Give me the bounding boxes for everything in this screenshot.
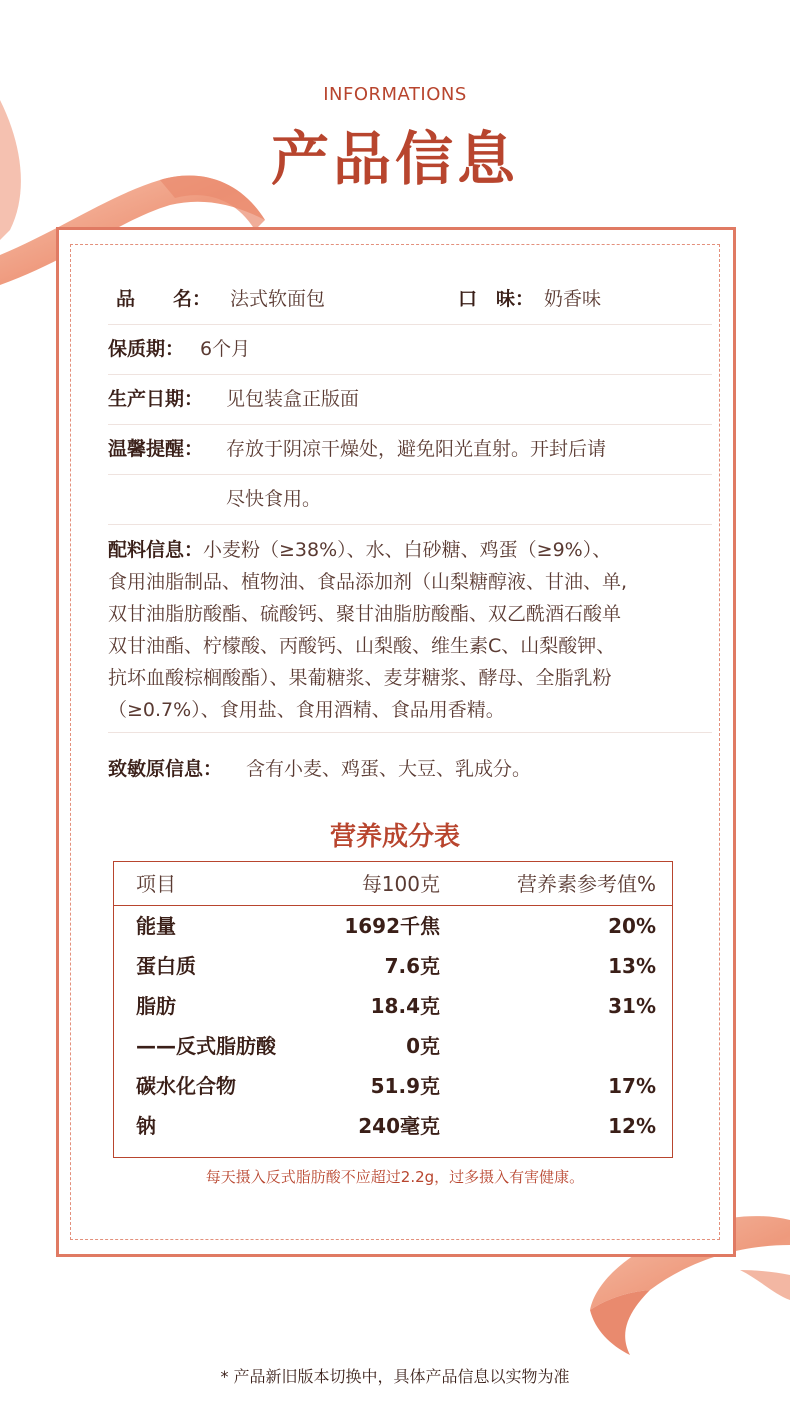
- name-value: 法式软面包: [230, 288, 326, 310]
- nutrient-name: 能量: [136, 914, 176, 938]
- nutrient-name: 碳水化合物: [136, 1074, 236, 1098]
- shelf-value: 6个月: [200, 338, 251, 360]
- table-row: [114, 906, 672, 946]
- nutrient-amount: 240毫克: [358, 1114, 440, 1138]
- table-row: [114, 1106, 672, 1146]
- table-row: [114, 986, 672, 1026]
- header-per-100g: 每100克: [361, 872, 440, 896]
- nutrient-amount: 7.6克: [384, 954, 440, 978]
- table-row: [114, 1026, 672, 1066]
- nutrient-amount: 1692千焦: [344, 914, 440, 938]
- ingredients-line-3: 双甘油脂肪酸酯、硫酸钙、聚甘油脂肪酸酯、双乙酰酒石酸单: [108, 603, 622, 625]
- ingredients-line-6: （≥0.7%）、食用盐、食用酒精、食品用香精。: [108, 699, 505, 721]
- ingredients-line-4: 双甘油酯、柠檬酸、丙酸钙、山梨酸、维生素C、山梨酸钾、: [108, 635, 616, 657]
- nutrient-amount: 18.4克: [370, 994, 440, 1018]
- nutrient-name: 钠: [136, 1114, 156, 1138]
- tip-value-line-1: 存放于阴凉干燥处，避免阳光直射。开封后请: [226, 438, 607, 460]
- nutrient-nrv: 12%: [608, 1114, 656, 1138]
- row-tip-2: [108, 482, 712, 525]
- row-ingredients: [108, 532, 712, 733]
- ingredients-text-1: 小麦粉（≥38%）、水、白砂糖、鸡蛋（≥9%）、: [203, 539, 612, 561]
- nutrient-name: 蛋白质: [136, 954, 196, 978]
- nutrient-nrv: 31%: [608, 994, 656, 1018]
- ingredients-line-5: 抗坏血酸棕榈酸酯）、果葡糖浆、麦芽糖浆、酵母、全脂乳粉: [108, 667, 612, 689]
- flavor-label: 口 味：: [458, 288, 535, 310]
- row-tip-1: [108, 432, 712, 475]
- name-label: 品 名：: [116, 288, 212, 310]
- ingredients-line-1: [108, 534, 611, 566]
- row-name-flavor: [108, 282, 712, 325]
- nutrition-note: 每天摄入反式脂肪酸不应超过2.2g，过多摄入有害健康。: [205, 1168, 585, 1186]
- date-label: 生产日期：: [108, 388, 204, 410]
- header-item: 项目: [136, 872, 176, 896]
- header-nrv: 营养素参考值%: [516, 872, 656, 896]
- allergen-label: 致敏原信息：: [108, 758, 223, 780]
- tip-value-line-2: 尽快食用。: [226, 488, 322, 510]
- shelf-label: 保质期：: [108, 338, 185, 360]
- ingredients-line-2: 食用油脂制品、植物油、食品添加剂（山梨糖醇液、甘油、单,: [108, 571, 628, 593]
- row-allergen: [108, 752, 712, 792]
- header-subtitle: INFORMATIONS: [323, 84, 467, 105]
- flavor-value: 奶香味: [544, 288, 602, 310]
- row-production-date: [108, 382, 712, 425]
- nutrient-amount: 0克: [406, 1034, 440, 1058]
- nutrient-nrv: 17%: [608, 1074, 656, 1098]
- row-shelf-life: [108, 332, 712, 375]
- ingredients-label: 配料信息：: [108, 539, 204, 561]
- nutrient-nrv: 20%: [608, 914, 656, 938]
- table-row: [114, 946, 672, 986]
- nutrient-amount: 51.9克: [370, 1074, 440, 1098]
- table-row: [114, 1066, 672, 1106]
- date-value: 见包装盒正版面: [226, 388, 360, 410]
- nutrient-name: 脂肪: [136, 994, 176, 1018]
- allergen-value: 含有小麦、鸡蛋、大豆、乳成分。: [246, 758, 532, 780]
- nutrient-nrv: 13%: [608, 954, 656, 978]
- nutrition-table: [113, 861, 673, 1158]
- tip-label: 温馨提醒：: [108, 438, 204, 460]
- nutrition-title: 营养成分表: [329, 822, 460, 852]
- nutrition-header-row: [114, 862, 672, 906]
- page-title: 产品信息: [270, 125, 519, 193]
- nutrient-name: ——反式脂肪酸: [136, 1034, 276, 1058]
- footer-note: * 产品新旧版本切换中，具体产品信息以实物为准: [220, 1367, 570, 1386]
